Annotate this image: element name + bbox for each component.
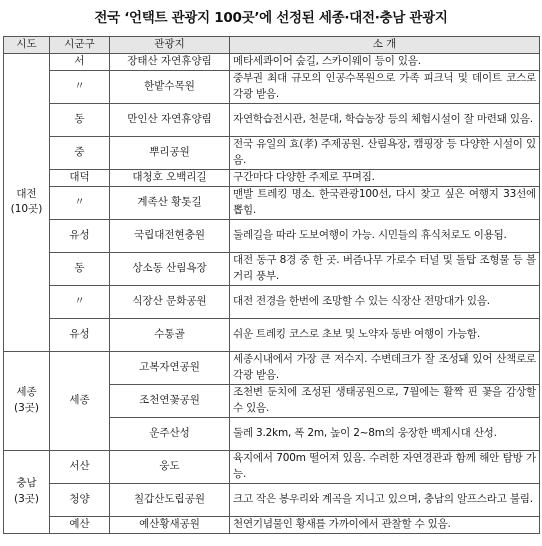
description-cell: 육지에서 700m 떨어져 있음. 수려한 자연경관과 함께 해안 탐방 가능.: [230, 450, 540, 483]
table-row: [4, 70, 540, 103]
table-row: [4, 516, 540, 533]
description-cell: 쉬운 트레킹 코스로 초보 및 노약자 동반 여행이 가능함.: [230, 318, 540, 351]
district-cell: 대덕: [50, 169, 110, 186]
region-cell-chungnam: [4, 450, 50, 533]
district-cell: 동: [50, 103, 110, 136]
table-row: [4, 136, 540, 169]
district-cell: 〃: [50, 186, 110, 219]
document-title: 전국 ‘언택트 관광지 100곳’에 선정된 세종·대전·충남 관광지: [94, 10, 448, 26]
description-cell: 대전 동구 8경 중 한 곳. 버즘나무 가로수 터널 및 돌탑 조형물 등 볼거리 풍부.: [230, 252, 540, 285]
description-cell: 크고 작은 봉우리와 계곡을 지니고 있으며, 충남의 알프스라고 불림.: [230, 483, 540, 516]
site-cell: 상소동 산림욕장: [110, 252, 230, 285]
district-cell: 청양: [50, 483, 110, 516]
table-header-row: [4, 37, 540, 54]
district-cell: 동: [50, 252, 110, 285]
description-cell: 구간마다 다양한 주제로 꾸며짐.: [230, 169, 540, 186]
site-cell: 계족산 황톳길: [110, 186, 230, 219]
site-cell: 운주산성: [110, 417, 230, 450]
site-cell: 칠갑산도립공원: [110, 483, 230, 516]
site-cell: 장태산 자연휴양림: [110, 53, 230, 70]
site-cell: 한밭수목원: [110, 70, 230, 103]
region-cell-daejeon: [4, 53, 50, 351]
table-row: [4, 450, 540, 483]
table-row: [4, 252, 540, 285]
description-cell: 둘레길을 따라 도보여행이 가능. 시민들의 휴식처로도 이용됨.: [230, 219, 540, 252]
table-row: [4, 53, 540, 70]
region-cell-sejong: [4, 351, 50, 450]
district-cell: 〃: [50, 70, 110, 103]
header-province: 시도: [4, 37, 50, 54]
site-cell: 수통골: [110, 318, 230, 351]
site-cell: 뿌리공원: [110, 136, 230, 169]
district-cell: 서: [50, 53, 110, 70]
district-cell: 유성: [50, 318, 110, 351]
site-cell: 고복자연공원: [110, 351, 230, 384]
tourist-sites-table: [3, 36, 540, 534]
region-name: 대전: [16, 187, 37, 200]
description-cell: 세종시내에서 가장 큰 저수지. 수변데크가 잘 조성돼 있어 산책로로 각광 받음.: [230, 351, 540, 384]
table-row: [4, 318, 540, 351]
table-row: [4, 351, 540, 384]
description-cell: 맨발 트레킹 명소. 한국관광100선, 다시 찾고 싶은 여행지 33선에 뽑힘.: [230, 186, 540, 219]
table-row: [4, 219, 540, 252]
table-row: [4, 169, 540, 186]
district-cell: 예산: [50, 516, 110, 533]
site-cell: 식장산 문화공원: [110, 285, 230, 318]
description-cell: 대전 전경을 한번에 조망할 수 있는 식장산 전망대가 있음.: [230, 285, 540, 318]
region-name: 세종: [16, 386, 37, 398]
description-cell: 둘레 3.2km, 폭 2m, 높이 2~8m의 웅장한 백제시대 산성.: [230, 417, 540, 450]
header-district: 시군구: [50, 37, 110, 54]
header-site: 관광지: [110, 37, 230, 54]
site-cell: 국립대전현충원: [110, 219, 230, 252]
table-row: [4, 285, 540, 318]
district-cell: 중: [50, 136, 110, 169]
table-row: [4, 103, 540, 136]
description-cell: 천연기념물인 황새를 가까이에서 관찰할 수 있음.: [230, 516, 540, 533]
description-cell: 중부권 최대 규모의 인공수목원으로 가족 피크닉 및 데이트 코스로 각광 받음.: [230, 70, 540, 103]
description-cell: 조천변 둔치에 조성된 생태공원으로, 7월에는 활짝 핀 꽃을 감상할 수 있음.: [230, 384, 540, 417]
site-cell: 조천연꽃공원: [110, 384, 230, 417]
site-cell: 웅도: [110, 450, 230, 483]
site-cell: 예산황새공원: [110, 516, 230, 533]
district-cell: 유성: [50, 219, 110, 252]
region-name: 충남: [16, 477, 37, 489]
site-cell: 만인산 자연휴양림: [110, 103, 230, 136]
region-count: (3곳): [13, 492, 40, 505]
description-cell: 자연학습전시관, 천문대, 학습농장 등의 체험시설이 잘 마련돼 있음.: [230, 103, 540, 136]
header-description: 소 개: [230, 37, 540, 54]
region-count: (10곳): [10, 203, 43, 215]
site-cell: 대청호 오백리길: [110, 169, 230, 186]
district-cell: 〃: [50, 285, 110, 318]
description-cell: 메타세콰이어 숲길, 스카이웨이 등이 있음.: [230, 53, 540, 70]
table-row: [4, 483, 540, 516]
description-cell: 전국 유일의 효(孝) 주제공원. 산림욕장, 캠핑장 등 다양한 시설이 있음.: [230, 136, 540, 169]
region-count: (3곳): [13, 401, 40, 414]
district-cell: 서산: [50, 450, 110, 483]
district-cell: 세종: [50, 351, 110, 450]
table-row: [4, 186, 540, 219]
